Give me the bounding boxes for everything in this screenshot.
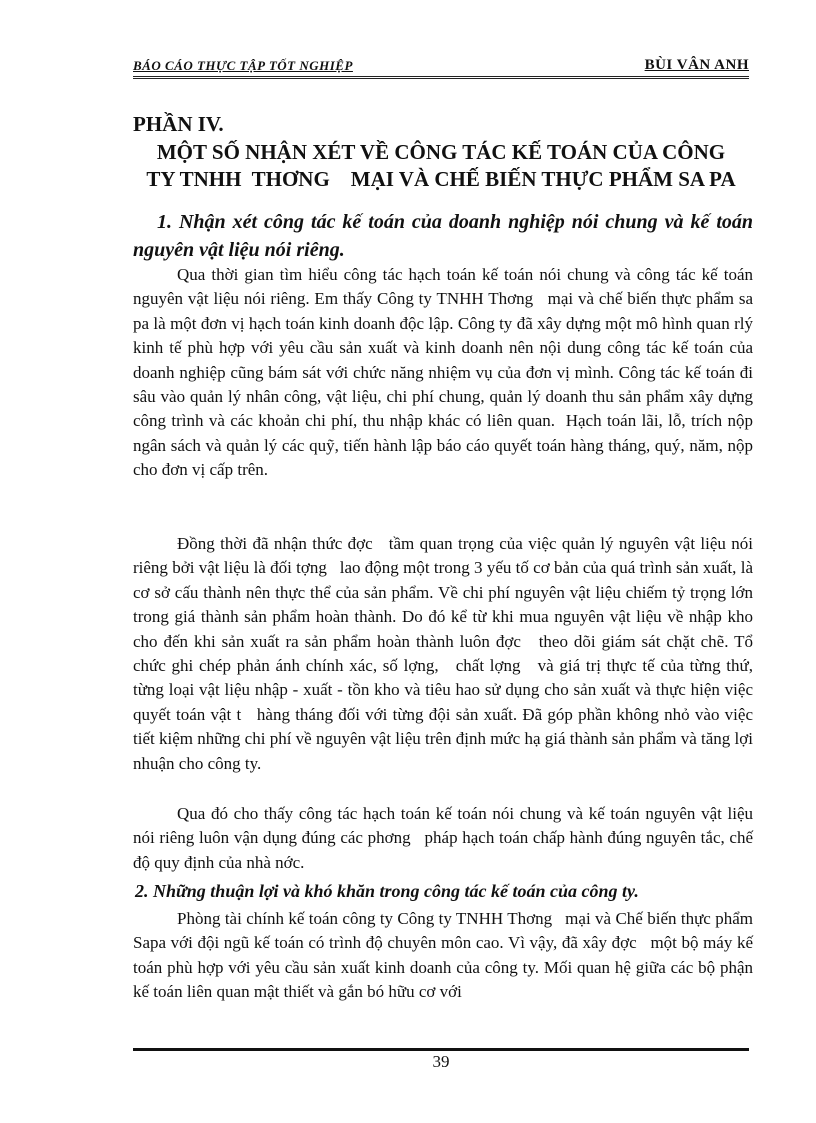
section-1-paragraph-1: Qua thời gian tìm hiểu công tác hạch toán kế toán nói chung và công tác kế toán nguyên vật liệu nói riêng. Em thấy Công ty TNHH Thơng mại và chế biến thực phẩm sa pa là một đơn vị hạch toán kinh doanh độc lập. Công ty đã xây dựng một mô hình quan rlý kinh tế phù hợp với yêu cầu sản xuất và kinh doanh nên nội dung công tác kế toán của doanh nghiệp cũng bám sát với chức năng nhiệm vụ của đơn vị mình. Công tác kế toán đi sâu vào quản lý nhân công, vật liệu, chi phí chung, quản lý doanh thu sản phẩm xây dựng công trình và các khoản chi phí, thu nhập khác có liên quan. Hạch toán lãi, lỗ, trích nộp ngân sách và quản lý các quỹ, tiến hành lập báo cáo quyết toán hàng tháng, quý, năm, nộp cho đơn vị cấp trên. [133,265,758,480]
page-header [133,52,749,79]
section-1-paragraph-3: Qua đó cho thấy công tác hạch toán kế toán nói chung và kế toán nguyên vật liệu nói riêng luôn vận dụng đúng các phơng pháp hạch toán chấp hành đúng nguyên tắc, chế độ quy định của nhà nớc. [133,804,758,872]
header-report-title: BÁO CÁO THỰC TẬP TỐT NGHIỆP [133,58,353,73]
section-2-heading: 2. Những thuận lợi và khó khăn trong công tác kế toán của công ty. [135,881,639,901]
section-1-paragraph-2: Đồng thời đã nhận thức đợc tầm quan trọng của việc quản lý nguyên vật liệu nói riêng bởi vật liệu là đối tợng lao động một trong 3 yếu tố cơ bản của quá trình sản xuất, là cơ sở cấu thành nên thực thể của sản phẩm. Về chi phí nguyên vật liệu chiếm tỷ trọng lớn trong giá thành sản phẩm hoàn thành. Do đó kể từ khi mua nguyên vật liệu về nhập kho cho đến khi sản xuất ra sản phẩm hoàn thành luôn đợc theo dõi giám sát chặt chẽ. Tổ chức ghi chép phản ánh chính xác, số lợng, chất lợng và giá trị thực tế của từng thứ, từng loại vật liệu nhập - xuất - tồn kho và tiêu hao sử dụng cho sản xuất và thực hiện việc quyết toán vật t hàng tháng đối với từng đội sản xuất. Đã góp phần không nhỏ vào việc tiết kiệm những chi phí về nguyên vật liệu trên định mức hạ giá thành sản phẩm và tăng lợi nhuận cho công ty. [133,534,758,773]
part-title-line-1: MỘT SỐ NHẬN XÉT VỀ CÔNG TÁC KẾ TOÁN CỦA CÔNG [156,140,726,164]
part-label: PHẦN IV. [133,112,224,136]
header-author-name: BÙI VÂN ANH [644,57,749,73]
page-number: 39 [432,1052,450,1071]
section-2-paragraph-1: Phòng tài chính kế toán công ty Công ty TNHH Thơng mại và Chế biến thực phẩm Sapa với đội ngũ kế toán có trình độ chuyên môn cao. Vì vậy, đã xây đợc một bộ máy kế toán phù hợp với yêu cầu sản xuất kinh doanh của công ty. Mối quan hệ giữa các bộ phận kế toán liên quan mật thiết và gắn bó hữu cơ với [133,909,758,1002]
part-title-line-2: TY TNHH THƠNG MẠI VÀ CHẾ BIẾN THỰC PHẨM SA PA [146,167,736,191]
section-1-heading: 1. Nhận xét công tác kế toán của doanh nghiệp nói chung và kế toán nguyên vật liệu nói riêng. [133,211,753,261]
footer-divider [133,1048,749,1051]
